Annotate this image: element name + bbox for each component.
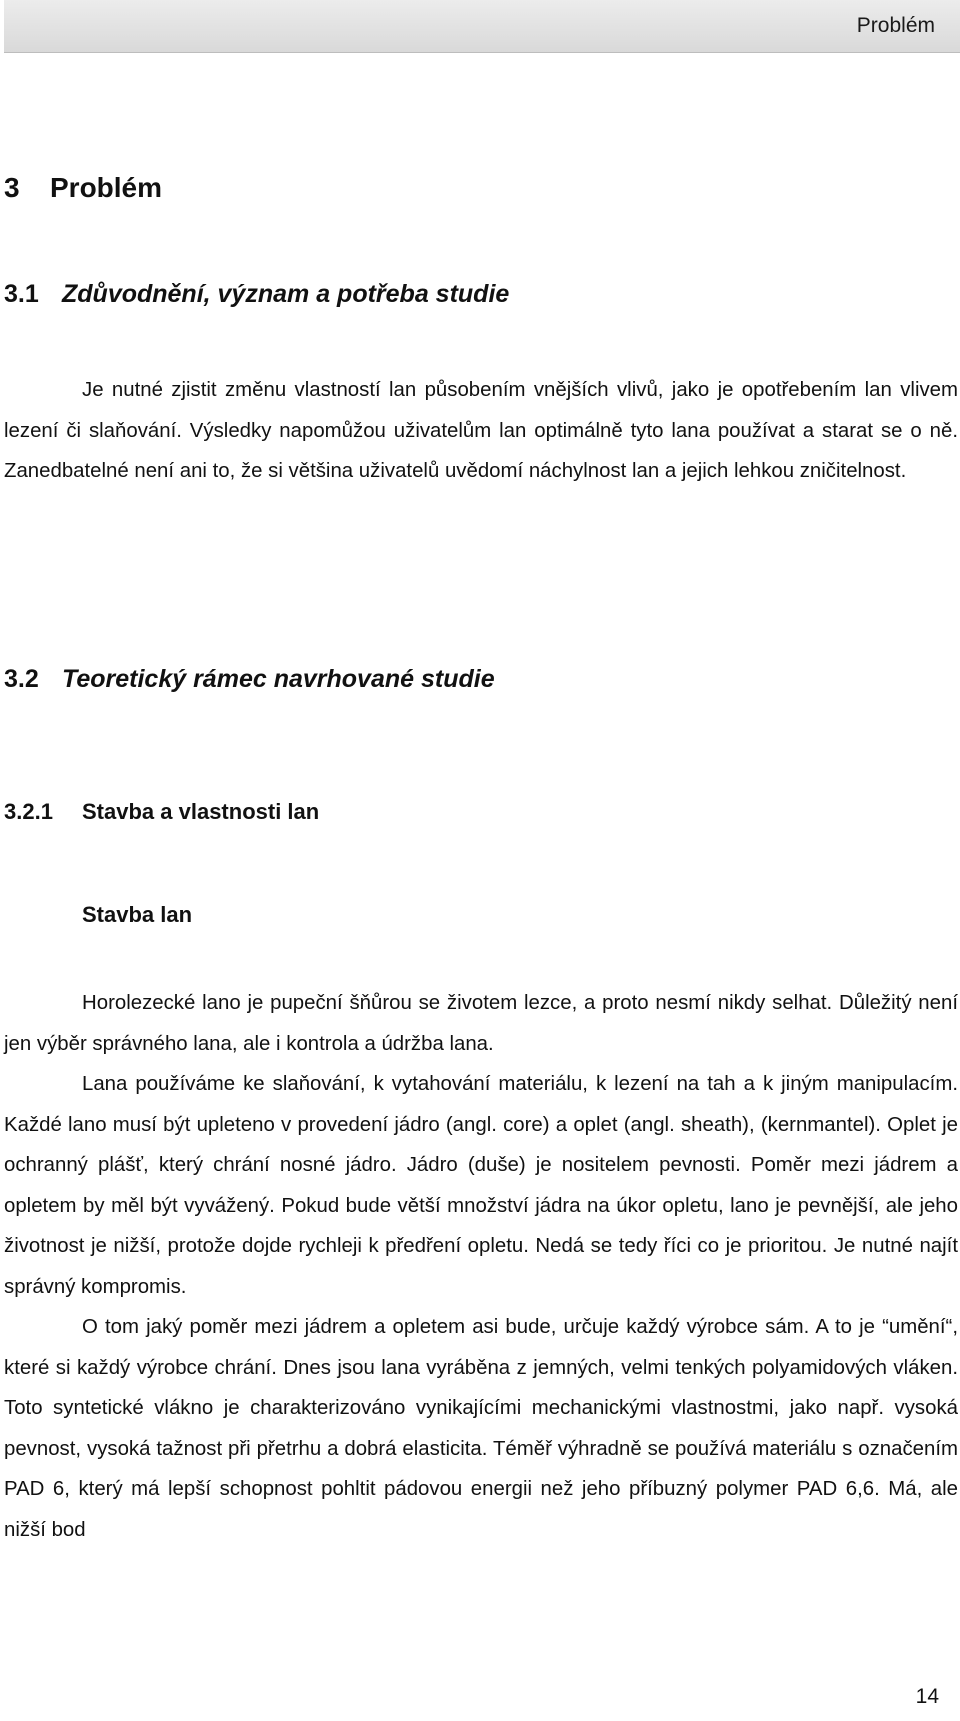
subsection-number: 3.2.1	[4, 799, 53, 824]
chapter-number: 3	[4, 172, 20, 203]
page-number: 14	[915, 1685, 939, 1708]
section-heading-3-1	[4, 280, 509, 309]
section-title-3-1: Zdůvodnění, význam a potřeba studie	[62, 280, 510, 308]
chapter-title: Problém	[50, 172, 163, 203]
paragraph: O tom jaký poměr mezi jádrem a opletem asi bude, určuje každý výrobce sám. A to je “umění“, které si každý výrobce chrání. Dnes jsou lana vyráběna z jemných, velmi tenkých polyamidových vláken. Toto syntetické vlákno je charakterizováno vynikajícími mechanickými vlastnostmi, jako např. vysoká pevnost, vysoká tažnost při přetrhu a dobrá elasticita. Téměř výhradně se používá materiálu s označením PAD 6, který má lepší schopnost pohltit pádovou energii než jeho příbuzný polymer PAD 6,6. Má, ale nižší bod	[4, 1316, 958, 1541]
subsection-heading-3-2-1	[4, 799, 319, 825]
section-3-1-body	[4, 370, 958, 492]
paragraph: Je nutné zjistit změnu vlastností lan působením vnějších vlivů, jako je opotřebením lan vlivem lezení či slaňování. Výsledky napomůžou uživatelům lan optimálně tyto lana používat a starat se o ně. Zanedbatelné není ani to, že si většina uživatelů uvědomí náchylnost lan a jejich lehkou zničitelnost.	[4, 379, 958, 482]
section-3-2-1-body	[4, 983, 958, 1550]
subsection-title: Stavba a vlastnosti lan	[82, 799, 320, 824]
running-header	[4, 0, 960, 53]
section-title-3-2: Teoretický rámec navrhované studie	[62, 665, 495, 693]
paragraph: Horolezecké lano je pupeční šňůrou se životem lezce, a proto nesmí nikdy selhat. Důležitý není jen výběr správného lana, ale i kontrola a údržba lana.	[4, 992, 958, 1055]
section-heading-3-2	[4, 665, 495, 694]
section-number-3-2: 3.2	[4, 665, 39, 693]
paragraph: Lana používáme ke slaňování, k vytahování materiálu, k lezení na tah a k jiným manipulacím. Každé lano musí být upleteno v provedení jádro (angl. core) a oplet (angl. sheath), (kernmantel). Oplet je ochranný plášť, který chrání nosné jádro. Jádro (duše) je nositelem pevnosti. Poměr mezi jádrem a opletem by měl být vyvážený. Pokud bude větší množství jádra na úkor opletu, lano je pevnější, ale jeho životnost je nižší, protože dojde rychleji k předření opletu. Nedá se tedy říci co je prioritou. Je nutné najít správný kompromis.	[4, 1073, 958, 1298]
chapter-heading	[4, 172, 162, 204]
section-number-3-1: 3.1	[4, 280, 39, 308]
subheading-stavba-lan: Stavba lan	[82, 902, 193, 927]
running-header-title: Problém	[856, 14, 935, 37]
